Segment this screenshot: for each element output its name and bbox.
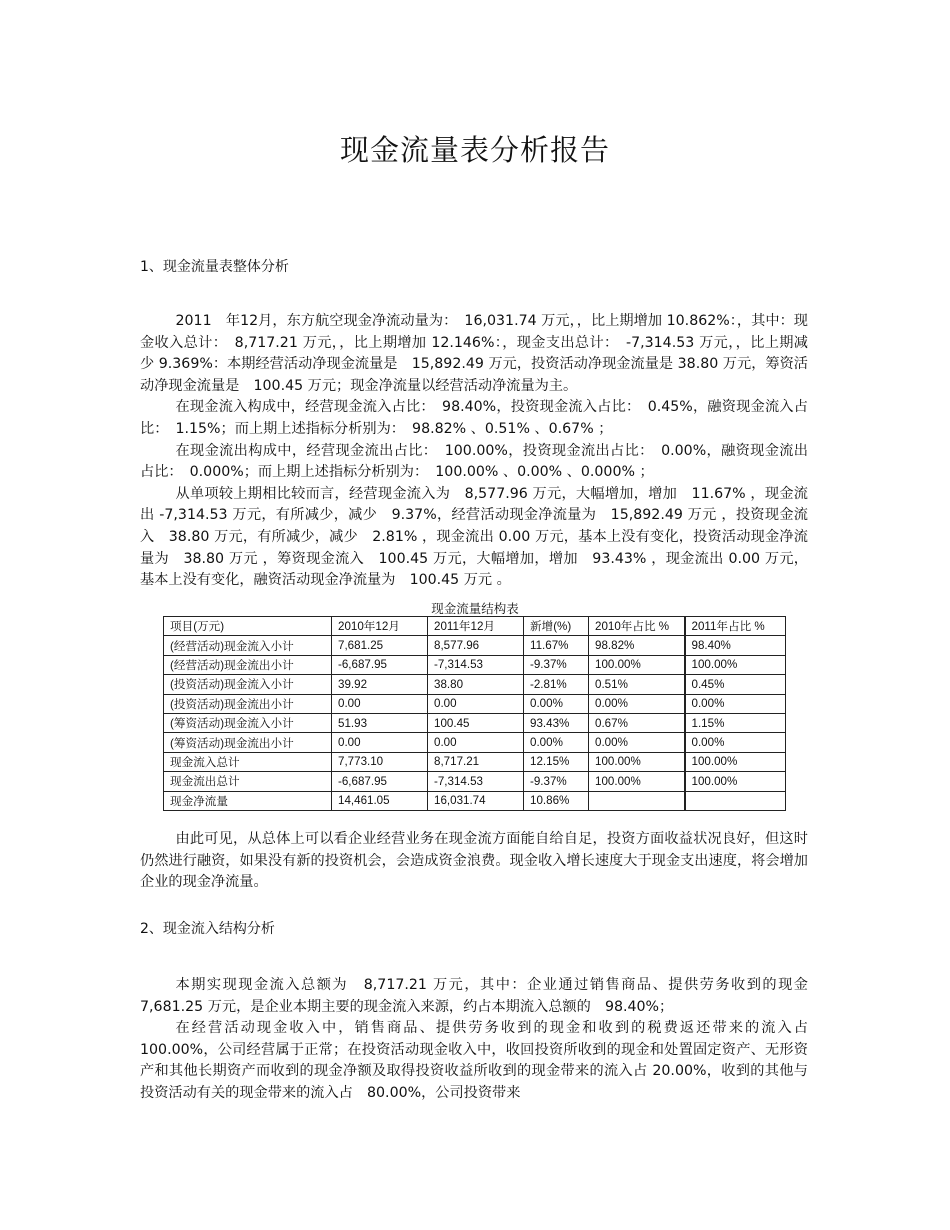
row-label-cell: (经营活动)现金流入小计 <box>164 636 332 655</box>
table-row <box>164 655 786 674</box>
paragraph: 从单项较上期相比较而言，经营现金流入为 8,577.96 万元，大幅增加，增加 11.67% ，现金流出 -7,314.53 万元，有所减少，减少 9.37%，经营活动现金净流量为 15,892.49 万元 ，投资现金流入 38.80 万元，有所减少，减少 2.81% ，现金流出 0.00 万元，基本上没有变化，投资活动现金净流量为 38.80 万元 ，筹资现金流入 100.45 万元，大幅增加，增加 93.43% ，现金流出 0.00 万元，基本上没有变化，融资活动现金净流量为 100.45 万元 。 <box>140 485 808 589</box>
row-label-cell: (投资活动)现金流出小计 <box>164 694 332 713</box>
table-caption: 现金流量结构表 <box>431 601 519 616</box>
header-cell: 项目(万元) <box>164 617 332 636</box>
row-label-cell: 现金流入总计 <box>164 752 332 771</box>
table-cell: 0.45% <box>685 675 786 694</box>
table-cell: 7,681.25 <box>332 636 428 655</box>
row-label-cell: (筹资活动)现金流出小计 <box>164 733 332 752</box>
table-cell: 100.00% <box>685 655 786 674</box>
table-cell <box>685 791 786 810</box>
paragraph: 由此可见，从总体上可以看企业经营业务在现金流方面能自给自足，投资方面收益状况良好，但这时仍然进行融资，如果没有新的投资机会，会造成资金浪费。现金收入增长速度大于现金支出速度，将会增加企业的现金净流量。 <box>140 831 808 891</box>
paragraph: 在现金流出构成中，经营现金流出占比： 100.00%，投资现金流出占比： 0.00%，融资现金流出占比： 0.000%；而上期上述指标分析别为： 100.00% 、0.00% 、0.000% ； <box>140 442 808 481</box>
table-cell: 0.00 <box>428 733 524 752</box>
section-heading-2: 2、现金流入结构分析 <box>140 921 275 937</box>
table-cell: 0.00 <box>332 694 428 713</box>
table-cell: 0.51% <box>589 675 685 694</box>
table-cell: -6,687.95 <box>332 772 428 791</box>
header-cell: 新增(%) <box>524 617 589 636</box>
table-cell: 1.15% <box>685 713 786 732</box>
table-cell: 12.15% <box>524 752 589 771</box>
table-header-row <box>164 617 786 636</box>
section1-body <box>140 311 808 592</box>
table-cell: 38.80 <box>428 675 524 694</box>
table-row <box>164 791 786 810</box>
table-cell: -7,314.53 <box>428 655 524 674</box>
table-cell: 0.00 <box>332 733 428 752</box>
table-cell: 100.00% <box>685 752 786 771</box>
header-cell: 2011年占比 % <box>685 617 786 636</box>
table-cell: 93.43% <box>524 713 589 732</box>
table-cell: 0.00% <box>589 733 685 752</box>
page-title: 现金流量表分析报告 <box>339 133 610 167</box>
table-cell: 0.00% <box>524 694 589 713</box>
paragraph: 在现金流入构成中，经营现金流入占比： 98.40%，投资现金流入占比： 0.45%，融资现金流入占比： 1.15%；而上期上述指标分析别为： 98.82% 、0.51% 、0.67% ； <box>140 399 808 437</box>
table-row <box>164 733 786 752</box>
table-cell: 100.00% <box>589 772 685 791</box>
table-row <box>164 713 786 732</box>
table-cell: -6,687.95 <box>332 655 428 674</box>
table-cell: 0.00% <box>685 733 786 752</box>
cash-flow-structure-table <box>163 616 786 811</box>
table-cell: 10.86% <box>524 791 589 810</box>
table-cell: 0.00% <box>524 733 589 752</box>
table-row <box>164 675 786 694</box>
table-cell: 100.00% <box>685 772 786 791</box>
table-cell: 0.00% <box>685 694 786 713</box>
conclusion-body <box>140 829 808 894</box>
section2-body <box>140 975 808 1105</box>
table-cell: 51.93 <box>332 713 428 732</box>
table-cell: 8,577.96 <box>428 636 524 655</box>
table-cell: 39.92 <box>332 675 428 694</box>
table-cell: 100.00% <box>589 752 685 771</box>
table-cell: 0.00 <box>428 694 524 713</box>
table-row <box>164 636 786 655</box>
table-row <box>164 694 786 713</box>
table-cell: 98.82% <box>589 636 685 655</box>
table-cell: -2.81% <box>524 675 589 694</box>
paragraph: 2011 年12月，东方航空现金净流动量为： 16,031.74 万元，，比上期增加 10.862%：，其中：现金收入总计： 8,717.21 万元，，比上期增加 12.146%：，现金支出总计： -7,314.53 万元，，比上期减少 9.369%：本期经营活动净现金流量是 15,892.49 万元，投资活动净现金流量是 38.80 万元，筹资活动净现金流量是 100.45 万元；现金净流量以经营活动净流量为主。 <box>140 313 808 394</box>
table-cell: 0.67% <box>589 713 685 732</box>
table-cell: 8,717.21 <box>428 752 524 771</box>
row-label-cell: (经营活动)现金流出小计 <box>164 655 332 674</box>
table-cell: 7,773.10 <box>332 752 428 771</box>
table-row <box>164 752 786 771</box>
paragraph: 在经营活动现金收入中，销售商品、提供劳务收到的现金和收到的税费返还带来的流入占 100.00%，公司经营属于正常；在投资活动现金收入中，收回投资所收到的现金和处置固定资产、无形资产和其他长期资产而收到的现金净额及取得投资收益所收到的现金带来的流入占 20.00%，收到的其他与投资活动有关的现金带来的流入占 80.00%，公司投资带来 <box>140 1020 808 1101</box>
table-cell: 0.00% <box>589 694 685 713</box>
table-cell: 98.40% <box>685 636 786 655</box>
paragraph: 本期实现现金流入总额为 8,717.21 万元，其中：企业通过销售商品、提供劳务收到的现金 7,681.25 万元，是企业本期主要的现金流入来源，约占本期流入总额的 98.40%； <box>140 977 808 1015</box>
table-cell: -9.37% <box>524 772 589 791</box>
row-label-cell: 现金净流量 <box>164 791 332 810</box>
section-heading-1: 1、现金流量表整体分析 <box>140 259 289 275</box>
header-cell: 2011年12月 <box>428 617 524 636</box>
table-cell: 14,461.05 <box>332 791 428 810</box>
table-cell: -7,314.53 <box>428 772 524 791</box>
table-cell: 16,031.74 <box>428 791 524 810</box>
header-cell: 2010年占比 % <box>589 617 685 636</box>
row-label-cell: (投资活动)现金流入小计 <box>164 675 332 694</box>
header-cell: 2010年12月 <box>332 617 428 636</box>
row-label-cell: 现金流出总计 <box>164 772 332 791</box>
table-cell: 11.67% <box>524 636 589 655</box>
table-cell: 100.00% <box>589 655 685 674</box>
table-row <box>164 772 786 791</box>
row-label-cell: (筹资活动)现金流入小计 <box>164 713 332 732</box>
table-cell: -9.37% <box>524 655 589 674</box>
table-cell <box>589 791 685 810</box>
table-cell: 100.45 <box>428 713 524 732</box>
